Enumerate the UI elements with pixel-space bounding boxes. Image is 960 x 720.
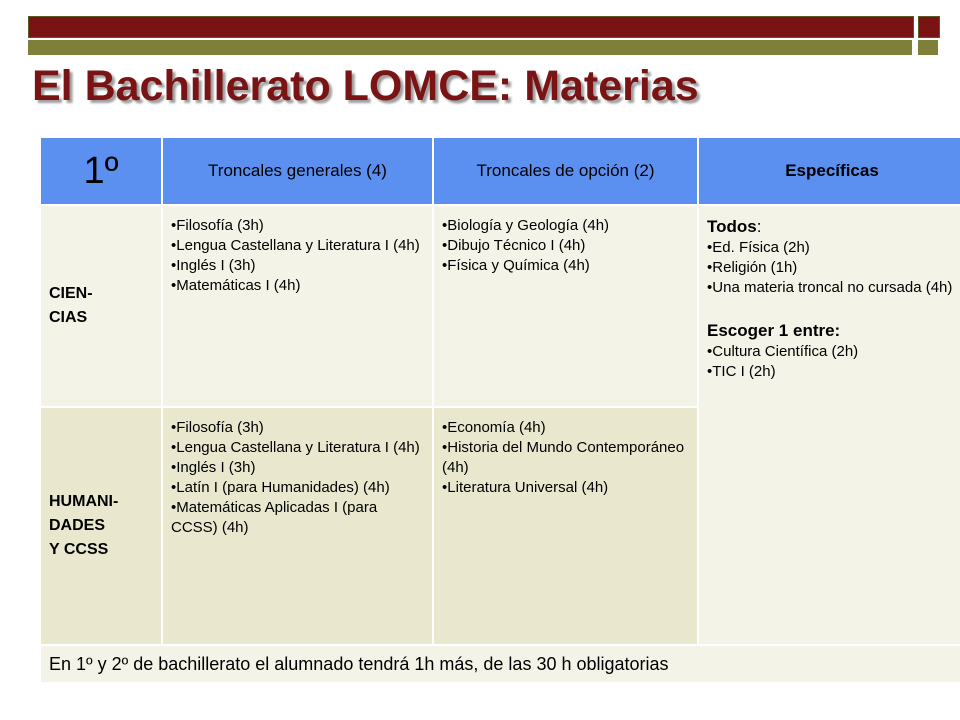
list-item: • Historia del Mundo Contemporáneo (4h)	[442, 438, 691, 478]
list-item: • Inglés I (3h)	[171, 458, 426, 478]
list-item: • Ed. Física (2h)	[707, 238, 960, 258]
list-item: • Latín I (para Humanidades) (4h)	[171, 478, 426, 498]
row-label-humanidades	[40, 407, 162, 645]
escoger-list	[707, 342, 960, 382]
list-item: • Física y Química (4h)	[442, 256, 691, 276]
todos-label-suffix: :	[756, 217, 762, 236]
list-item: • Religión (1h)	[707, 258, 960, 278]
list-item: • Lengua Castellana y Literatura I (4h)	[171, 236, 426, 256]
generales-list	[163, 206, 432, 296]
escoger-label-text: Escoger 1 entre:	[707, 321, 841, 340]
row-label-text: CIEN- CIAS	[49, 285, 93, 326]
list-item: • Biología y Geología (4h)	[442, 216, 691, 236]
row-label-text: HUMANI- DADES Y CCSS	[49, 493, 119, 558]
top-decoration-bar	[28, 16, 914, 38]
header-especificas: Específicas	[698, 137, 960, 205]
list-item: • Filosofía (3h)	[171, 418, 426, 438]
cell-especificas	[698, 205, 960, 645]
cell-generales-humanidades	[162, 407, 433, 645]
opcion-list	[434, 408, 697, 498]
cell-opcion-ciencias	[433, 205, 698, 407]
list-item: • Economía (4h)	[442, 418, 691, 438]
list-item: • Inglés I (3h)	[171, 256, 426, 276]
list-item: • Filosofía (3h)	[171, 216, 426, 236]
todos-label-text: Todos	[707, 217, 757, 236]
subjects-table	[39, 136, 960, 684]
header-troncales-opcion: Troncales de opción (2)	[433, 137, 698, 205]
corner-square-top	[918, 16, 940, 38]
opcion-list	[434, 206, 697, 276]
list-item: • TIC I (2h)	[707, 362, 960, 382]
slide-title: El Bachillerato LOMCE: Materias	[32, 62, 699, 110]
cell-opcion-humanidades	[433, 407, 698, 645]
generales-list	[163, 408, 432, 538]
cell-generales-ciencias	[162, 205, 433, 407]
corner-square-bottom	[918, 40, 938, 55]
list-item: • Lengua Castellana y Literatura I (4h)	[171, 438, 426, 458]
todos-label	[707, 216, 960, 238]
header-troncales-generales: Troncales generales (4)	[162, 137, 433, 205]
list-item: • Cultura Científica (2h)	[707, 342, 960, 362]
escoger-label	[707, 320, 960, 342]
footer-note: En 1º y 2º de bachillerato el alumnado tendrá 1h más, de las 30 h obligatorias	[40, 645, 960, 683]
secondary-decoration-bar	[28, 40, 912, 55]
list-item: • Literatura Universal (4h)	[442, 478, 691, 498]
course-header: 1º	[40, 137, 162, 205]
list-item: • Matemáticas Aplicadas I (para CCSS) (4h)	[171, 498, 426, 538]
todos-list	[707, 238, 960, 298]
list-item: • Una materia troncal no cursada (4h)	[707, 278, 960, 298]
row-label-ciencias	[40, 205, 162, 407]
list-item: • Matemáticas I (4h)	[171, 276, 426, 296]
list-item: • Dibujo Técnico I (4h)	[442, 236, 691, 256]
